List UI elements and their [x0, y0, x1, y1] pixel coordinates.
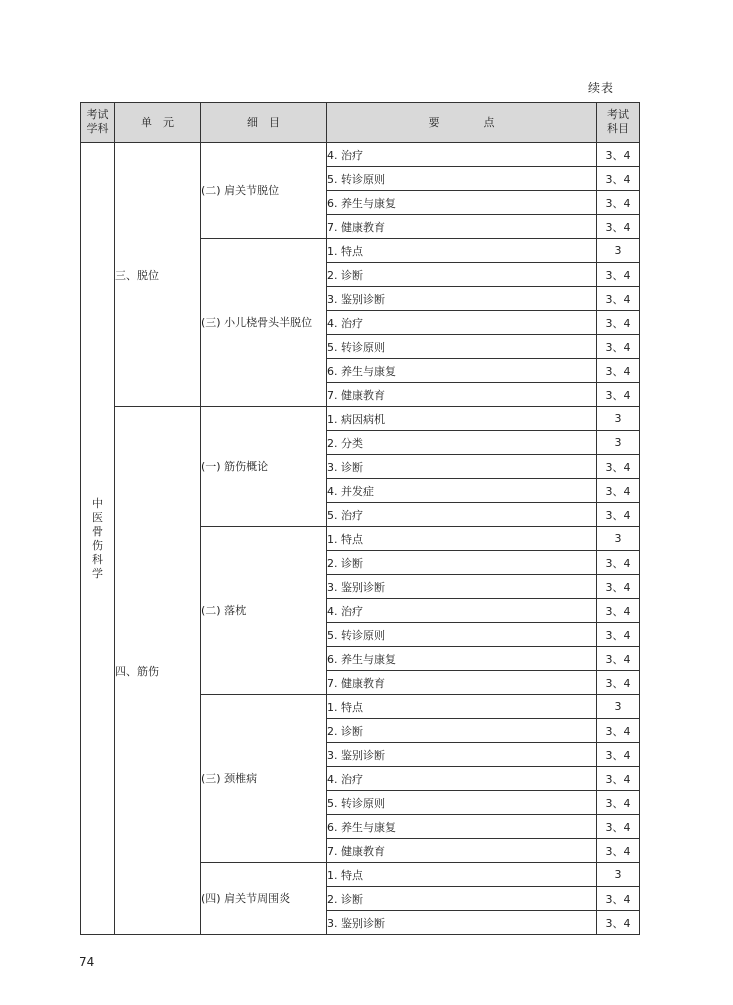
item-cell: (一) 筋伤概论 — [201, 407, 327, 527]
table-row — [81, 407, 640, 431]
score-cell: 3、4 — [597, 167, 640, 191]
score-cell: 3、4 — [597, 215, 640, 239]
point-cell: 4. 治疗 — [327, 311, 597, 335]
score-cell: 3、4 — [597, 311, 640, 335]
score-cell: 3、4 — [597, 887, 640, 911]
point-cell: 5. 转诊原则 — [327, 335, 597, 359]
point-cell: 6. 养生与康复 — [327, 191, 597, 215]
unit-cell: 四、筋伤 — [115, 407, 201, 935]
point-cell: 4. 治疗 — [327, 599, 597, 623]
header-item: 细 目 — [201, 103, 327, 143]
point-cell: 3. 鉴别诊断 — [327, 743, 597, 767]
point-cell: 1. 病因病机 — [327, 407, 597, 431]
item-cell: (三) 小儿桡骨头半脱位 — [201, 239, 327, 407]
point-cell: 7. 健康教育 — [327, 383, 597, 407]
header-score: 考试科目 — [597, 103, 640, 143]
syllabus-table — [80, 102, 640, 935]
point-cell: 3. 鉴别诊断 — [327, 287, 597, 311]
score-cell: 3、4 — [597, 575, 640, 599]
item-cell: (二) 肩关节脱位 — [201, 143, 327, 239]
score-cell: 3、4 — [597, 767, 640, 791]
point-cell: 4. 治疗 — [327, 767, 597, 791]
header-point: 要 点 — [327, 103, 597, 143]
score-cell: 3、4 — [597, 719, 640, 743]
score-cell: 3、4 — [597, 647, 640, 671]
point-cell: 2. 诊断 — [327, 263, 597, 287]
score-cell: 3、4 — [597, 743, 640, 767]
score-cell: 3 — [597, 407, 640, 431]
point-cell: 1. 特点 — [327, 527, 597, 551]
point-cell: 5. 转诊原则 — [327, 791, 597, 815]
point-cell: 2. 分类 — [327, 431, 597, 455]
point-cell: 5. 转诊原则 — [327, 623, 597, 647]
score-cell: 3、4 — [597, 839, 640, 863]
item-cell: (四) 肩关节周围炎 — [201, 863, 327, 935]
score-cell: 3 — [597, 695, 640, 719]
unit-cell: 三、脱位 — [115, 143, 201, 407]
score-cell: 3、4 — [597, 263, 640, 287]
header-unit: 单 元 — [115, 103, 201, 143]
subject-cell — [81, 143, 115, 935]
point-cell: 3. 诊断 — [327, 455, 597, 479]
score-cell: 3、4 — [597, 623, 640, 647]
point-cell: 6. 养生与康复 — [327, 359, 597, 383]
point-cell: 6. 养生与康复 — [327, 647, 597, 671]
point-cell: 4. 并发症 — [327, 479, 597, 503]
point-cell: 7. 健康教育 — [327, 671, 597, 695]
point-cell: 2. 诊断 — [327, 551, 597, 575]
score-cell: 3、4 — [597, 479, 640, 503]
score-cell: 3、4 — [597, 503, 640, 527]
header-subject: 考试学科 — [81, 103, 115, 143]
score-cell: 3 — [597, 863, 640, 887]
table-row — [81, 143, 640, 167]
point-cell: 1. 特点 — [327, 695, 597, 719]
score-cell: 3 — [597, 239, 640, 263]
score-cell: 3 — [597, 431, 640, 455]
score-cell: 3、4 — [597, 383, 640, 407]
score-cell: 3、4 — [597, 191, 640, 215]
subject-label: 中医骨伤科学 — [92, 496, 103, 580]
point-cell: 2. 诊断 — [327, 887, 597, 911]
score-cell: 3、4 — [597, 551, 640, 575]
score-cell: 3、4 — [597, 671, 640, 695]
point-cell: 7. 健康教育 — [327, 215, 597, 239]
score-cell: 3、4 — [597, 287, 640, 311]
table-body — [81, 143, 640, 935]
item-cell: (二) 落枕 — [201, 527, 327, 695]
point-cell: 6. 养生与康复 — [327, 815, 597, 839]
score-cell: 3 — [597, 527, 640, 551]
point-cell: 3. 鉴别诊断 — [327, 911, 597, 935]
continued-table-label: 续表 — [588, 81, 615, 95]
point-cell: 1. 特点 — [327, 239, 597, 263]
point-cell: 1. 特点 — [327, 863, 597, 887]
page-number: 74 — [79, 955, 95, 969]
point-cell: 2. 诊断 — [327, 719, 597, 743]
score-cell: 3、4 — [597, 599, 640, 623]
point-cell: 5. 治疗 — [327, 503, 597, 527]
score-cell: 3、4 — [597, 911, 640, 935]
point-cell: 5. 转诊原则 — [327, 167, 597, 191]
score-cell: 3、4 — [597, 359, 640, 383]
score-cell: 3、4 — [597, 335, 640, 359]
point-cell: 3. 鉴别诊断 — [327, 575, 597, 599]
score-cell: 3、4 — [597, 815, 640, 839]
table-header-row — [81, 103, 640, 143]
point-cell: 7. 健康教育 — [327, 839, 597, 863]
score-cell: 3、4 — [597, 791, 640, 815]
score-cell: 3、4 — [597, 143, 640, 167]
point-cell: 4. 治疗 — [327, 143, 597, 167]
item-cell: (三) 颈椎病 — [201, 695, 327, 863]
score-cell: 3、4 — [597, 455, 640, 479]
